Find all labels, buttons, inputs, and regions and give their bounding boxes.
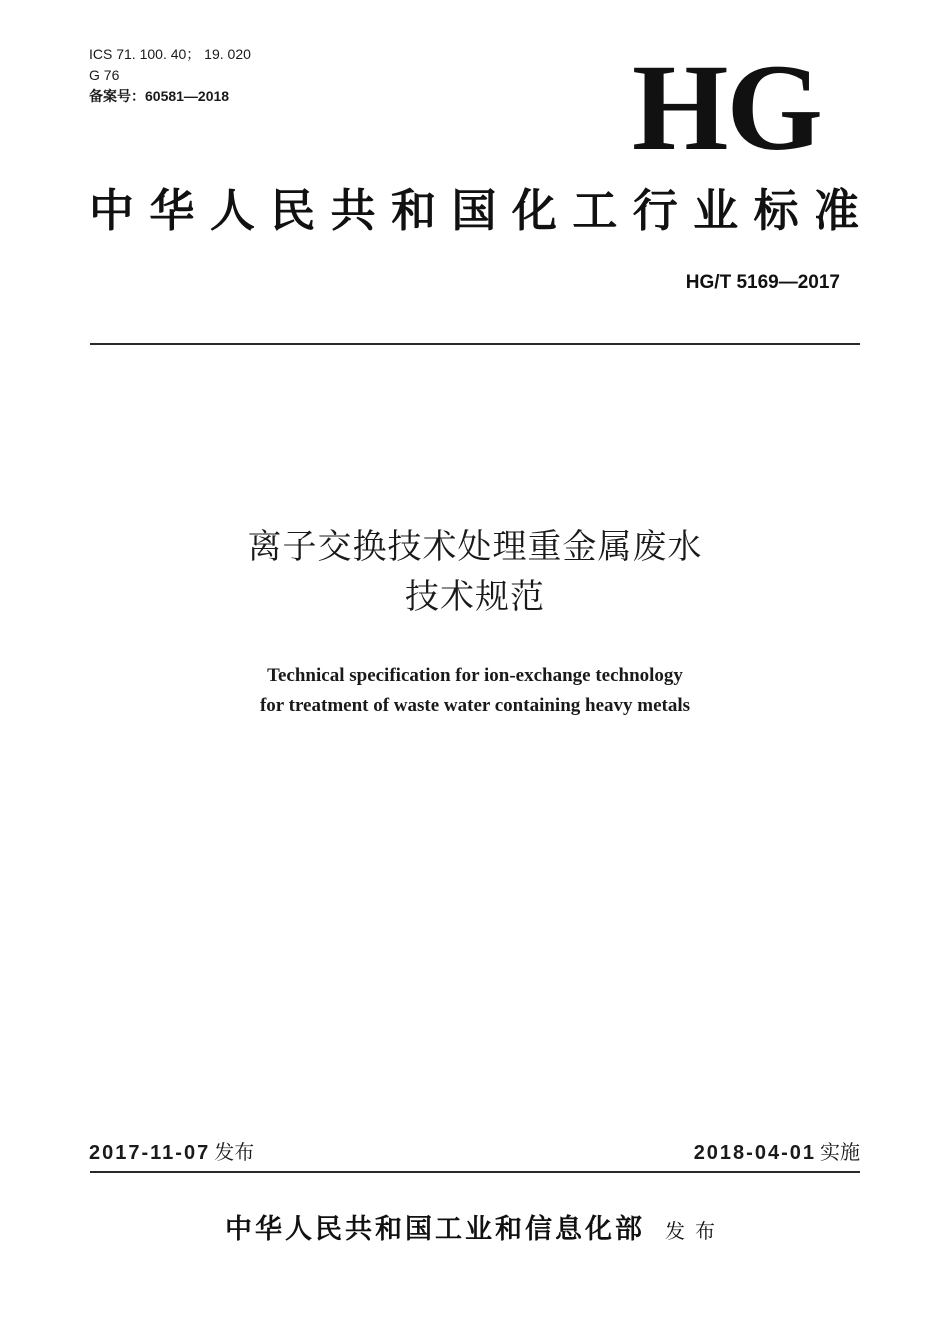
top-divider (90, 343, 860, 345)
title-en-line1: Technical specification for ion-exchange technology (267, 665, 683, 686)
implement-date-row (694, 1137, 860, 1168)
classification-block (89, 44, 251, 107)
issuer-name: 中华人民共和国工业和信息化部 (225, 1214, 645, 1245)
issue-date-row (89, 1137, 254, 1168)
title-en-line2: for treatment of waste water containing heavy metals (259, 695, 691, 716)
implement-date: 2018-04-01 (693, 1142, 816, 1164)
standard-category: 中华人民共和国化工行业标准 (89, 184, 861, 237)
title-zh-line1: 离子交换技术处理重金属废水 (247, 527, 703, 567)
filing-number: 备案号：60581—2018 (89, 88, 230, 104)
standard-number: HG/T 5169—2017 (685, 272, 840, 293)
implement-label: 实施 (820, 1140, 860, 1164)
issuer-row (0, 1210, 950, 1251)
ics-code: ICS 71. 100. 40； 19. 020 (89, 46, 251, 62)
issue-label: 发布 (214, 1140, 255, 1164)
bottom-divider (90, 1171, 860, 1173)
title-zh-line2: 技术规范 (405, 577, 545, 617)
hg-logo: HG (632, 39, 821, 176)
issue-date: 2017-11-07 (89, 1142, 211, 1164)
issuer-label: 发布 (665, 1219, 725, 1243)
ccs-code: G 76 (89, 67, 120, 83)
